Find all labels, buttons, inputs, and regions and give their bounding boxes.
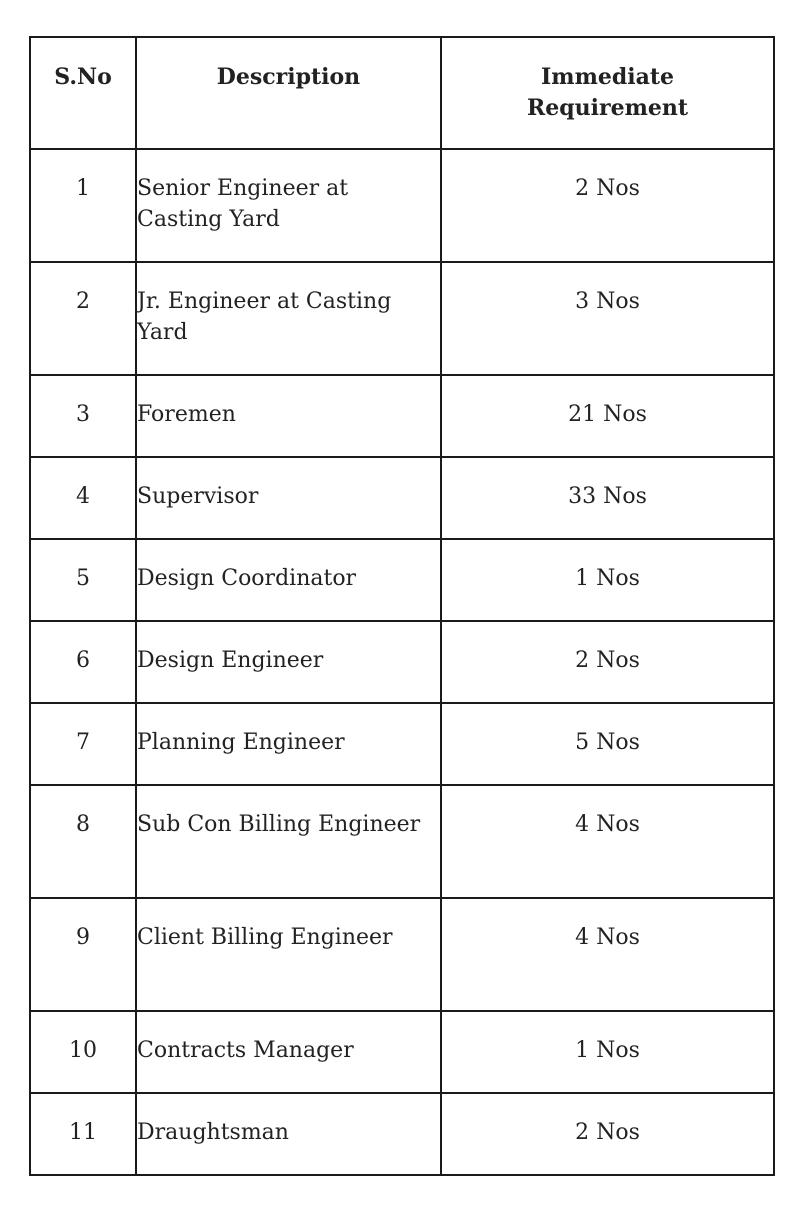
table-row (30, 262, 774, 375)
row-requirement: 5 Nos (441, 703, 774, 785)
header-requirement-line1: Immediate (541, 64, 674, 90)
row-requirement: 3 Nos (441, 262, 774, 375)
row-requirement: 1 Nos (441, 539, 774, 621)
row-sno: 9 (30, 898, 136, 1011)
row-description: Sub Con Billing Engineer (136, 785, 441, 898)
row-description: Draughtsman (136, 1093, 441, 1175)
row-sno: 7 (30, 703, 136, 785)
header-description: Description (136, 37, 441, 149)
row-description: Client Billing Engineer (136, 898, 441, 1011)
table-row (30, 149, 774, 262)
row-sno: 8 (30, 785, 136, 898)
row-sno: 4 (30, 457, 136, 539)
table-row (30, 539, 774, 621)
table-row (30, 1011, 774, 1093)
row-description: Senior Engineer at Casting Yard (136, 149, 441, 262)
row-sno: 10 (30, 1011, 136, 1093)
table-row (30, 898, 774, 1011)
row-requirement: 33 Nos (441, 457, 774, 539)
header-sno: S.No (30, 37, 136, 149)
row-description: Contracts Manager (136, 1011, 441, 1093)
table-row (30, 457, 774, 539)
row-requirement: 2 Nos (441, 149, 774, 262)
table-row (30, 621, 774, 703)
row-description: Foremen (136, 375, 441, 457)
row-sno: 3 (30, 375, 136, 457)
row-sno: 1 (30, 149, 136, 262)
table-row (30, 785, 774, 898)
row-description: Planning Engineer (136, 703, 441, 785)
header-row (30, 37, 774, 149)
table-row (30, 703, 774, 785)
table-row (30, 1093, 774, 1175)
row-sno: 6 (30, 621, 136, 703)
row-requirement: 4 Nos (441, 785, 774, 898)
row-requirement: 1 Nos (441, 1011, 774, 1093)
row-sno: 2 (30, 262, 136, 375)
requirements-table (29, 36, 775, 1176)
row-description: Supervisor (136, 457, 441, 539)
header-requirement-line2: Requirement (526, 95, 689, 121)
table-row (30, 375, 774, 457)
row-requirement: 2 Nos (441, 621, 774, 703)
row-description: Design Engineer (136, 621, 441, 703)
row-requirement: 2 Nos (441, 1093, 774, 1175)
row-description: Jr. Engineer at Casting Yard (136, 262, 441, 375)
row-requirement: 4 Nos (441, 898, 774, 1011)
row-sno: 5 (30, 539, 136, 621)
row-requirement: 21 Nos (441, 375, 774, 457)
header-requirement (441, 37, 774, 149)
table-header (30, 37, 774, 149)
row-description: Design Coordinator (136, 539, 441, 621)
table-body (30, 149, 774, 1175)
row-sno: 11 (30, 1093, 136, 1175)
